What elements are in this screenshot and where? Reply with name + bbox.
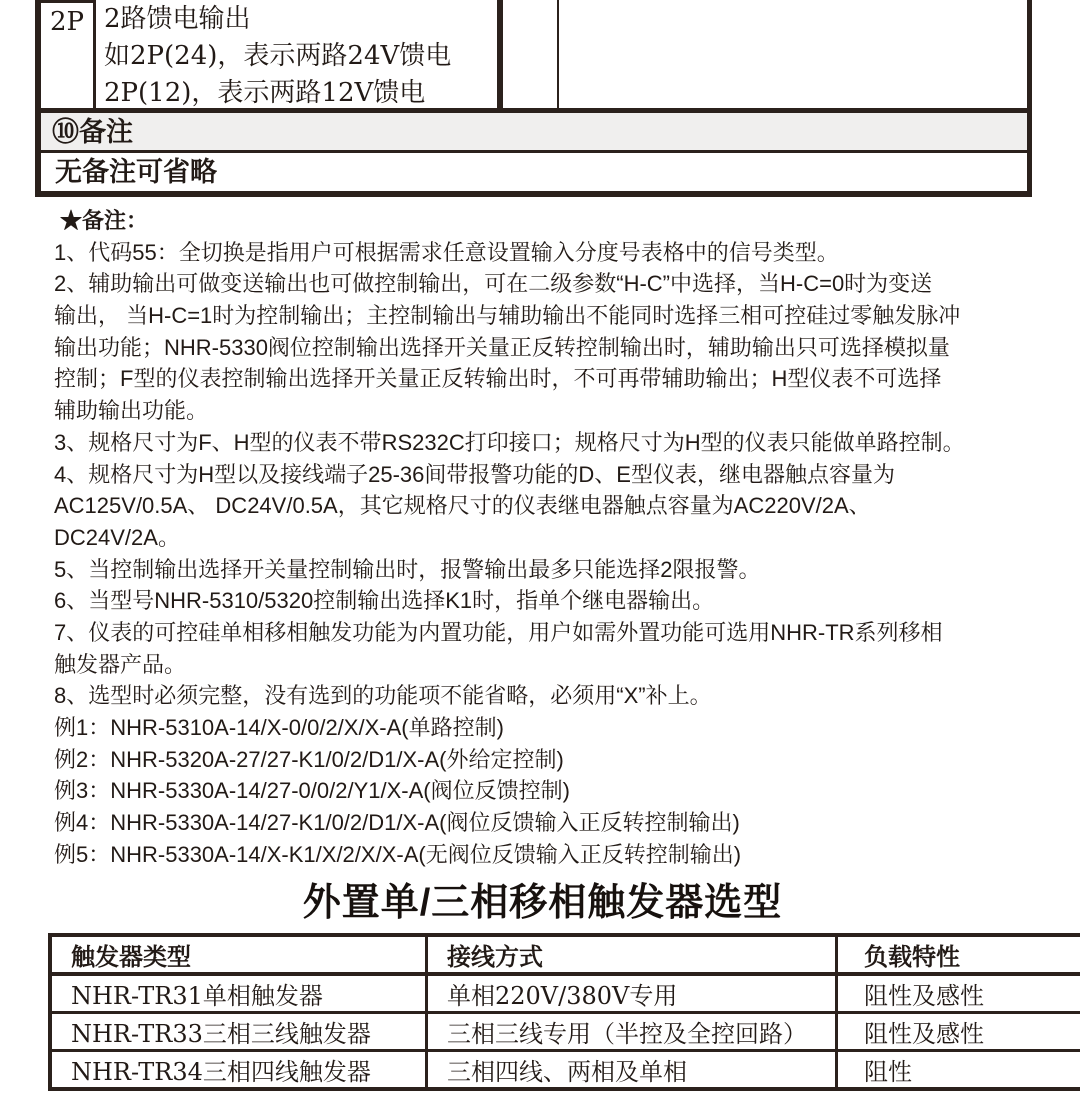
col-header-wiring-mode: 接线方式 — [427, 935, 837, 974]
feed-code-cell: 2P — [41, 0, 96, 108]
table-row — [50, 974, 1080, 1013]
note-line: 输出， 当H-C=1时为控制输出；主控制输出与辅助输出不能同时选择三相可控硅过零触发脉冲 — [54, 303, 961, 329]
remark-value-row: 无备注可省略 — [35, 153, 1032, 197]
note-example-line: 例5：NHR-5330A-14/X-K1/X/2/X/X-A(无阀位反馈输入正反转控制输出) — [54, 841, 742, 867]
note-line: 2、辅助输出可做变送输出也可做控制输出，可在二级参数“H-C”中选择，当H-C=0时为变送 — [54, 271, 933, 297]
wiring-mode-cell: 单相220V/380V专用 — [427, 974, 837, 1013]
empty-desc-column — [559, 0, 1027, 108]
wiring-mode-cell: 三相四线、两相及单相 — [427, 1051, 837, 1090]
load-characteristic-cell: 阻性及感性 — [837, 974, 1080, 1013]
feed-output-table — [35, 0, 1032, 197]
note-line: 控制；F型的仪表控制输出选择开关量正反转输出时，不可再带辅助输出；H型仪表不可选择 — [54, 366, 942, 392]
table-row — [50, 1051, 1080, 1090]
empty-code-column — [503, 0, 559, 108]
note-line: DC24V/2A。 — [54, 524, 180, 550]
note-line: 8、选型时必须完整，没有选到的功能项不能省略，必须用“X”补上。 — [54, 683, 712, 709]
trigger-type-cell: NHR-TR33三相三线触发器 — [50, 1013, 427, 1051]
note-line: 3、规格尺寸为F、H型的仪表不带RS232C打印接口；规格尺寸为H型的仪表只能做单路控制。 — [54, 429, 965, 455]
note-line: 4、规格尺寸为H型以及接线端子25-36间带报警功能的D、E型仪表，继电器触点容量为 — [54, 461, 895, 487]
table-header-row — [50, 935, 1080, 974]
feed-output-row — [35, 0, 1032, 108]
note-line: AC125V/0.5A、 DC24V/0.5A，其它规格尺寸的仪表继电器触点容量为AC220V/2A、 — [54, 493, 871, 519]
note-line: 输出功能；NHR-5330阀位控制输出选择开关量正反转控制输出时，辅助输出只可选择模拟量 — [54, 334, 950, 360]
note-example-line: 例3：NHR-5330A-14/27-0/0/2/Y1/X-A(阀位反馈控制) — [54, 778, 570, 804]
table-row — [50, 1013, 1080, 1051]
trigger-type-cell: NHR-TR31单相触发器 — [50, 974, 427, 1013]
note-line: 7、仪表的可控硅单相移相触发功能为内置功能，用户如需外置功能可选用NHR-TR系列移相 — [54, 619, 943, 645]
note-line: 5、当控制输出选择开关量控制输出时，报警输出最多只能选择2限报警。 — [54, 556, 761, 582]
note-line: 辅助输出功能。 — [54, 398, 209, 424]
col-header-load-characteristic: 负载特性 — [837, 935, 1080, 974]
col-header-trigger-type: 触发器类型 — [50, 935, 427, 974]
note-line: 6、当型号NHR-5310/5320控制输出选择K1时，指单个继电器输出。 — [54, 588, 715, 614]
trigger-selection-table — [48, 933, 1080, 1091]
note-example-line: 例4：NHR-5330A-14/27-K1/0/2/D1/X-A(阀位反馈输入正反转控制输出) — [54, 810, 740, 836]
feed-desc-line: 2路馈电输出 — [104, 4, 251, 34]
remark-section-header: ⑩备注 — [35, 108, 1032, 153]
note-example-line: 例2：NHR-5320A-27/27-K1/0/2/D1/X-A(外给定控制) — [54, 746, 564, 772]
trigger-type-cell: NHR-TR34三相四线触发器 — [50, 1051, 427, 1090]
feed-desc-cell — [96, 0, 503, 108]
notes-section — [54, 205, 1054, 870]
load-characteristic-cell: 阻性 — [837, 1051, 1080, 1090]
wiring-mode-cell: 三相三线专用（半控及全控回路） — [427, 1013, 837, 1051]
feed-desc-line: 2P(12)，表示两路12V馈电 — [104, 78, 426, 108]
feed-desc-line: 如2P(24)，表示两路24V馈电 — [104, 41, 452, 71]
notes-title: ★备注： — [60, 208, 149, 233]
note-line: 触发器产品。 — [54, 651, 187, 677]
load-characteristic-cell: 阻性及感性 — [837, 1013, 1080, 1051]
trigger-table-title: 外置单/三相移相触发器选型 — [302, 882, 783, 924]
note-example-line: 例1：NHR-5310A-14/X-0/0/2/X/X-A(单路控制) — [54, 715, 504, 740]
note-line: 1、代码55：全切换是指用户可根据需求任意设置输入分度号表格中的信号类型。 — [54, 239, 839, 265]
